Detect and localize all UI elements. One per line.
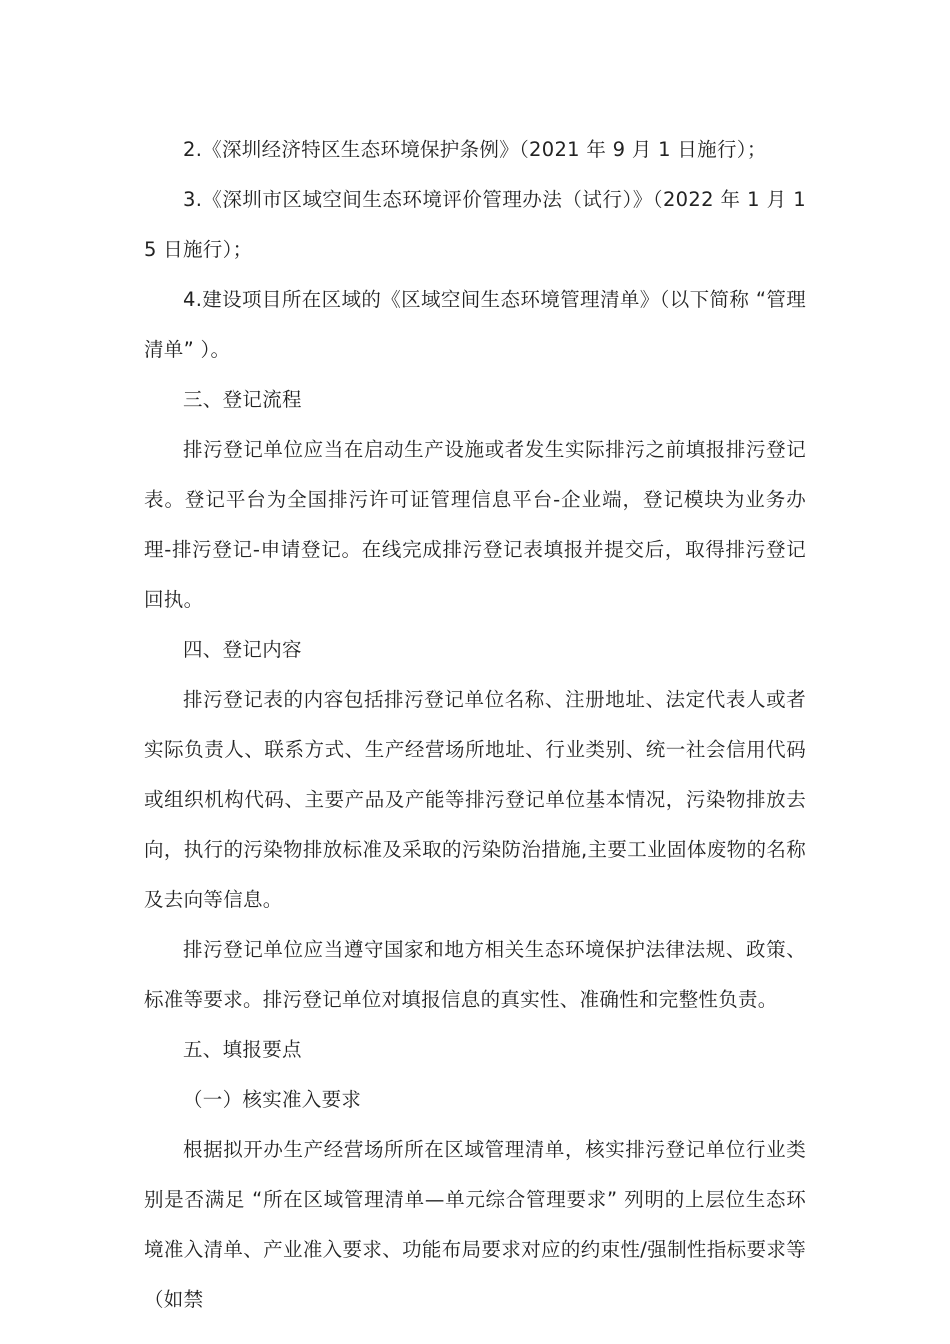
subsection-heading-verify-access: （一）核实准入要求 [183, 1088, 362, 1111]
compliance-paragraph: 排污登记单位应当遵守国家和地方相关生态环境保护法律法规、政策、标准等要求。排污登记单位对填报信息的真实性、准确性和完整性负责。 [144, 938, 806, 1011]
regulation-item-3: 3.《深圳市区域空间生态环境评价管理办法（试行）》（2022 年 1 月 15 日施行）； [144, 188, 806, 261]
registration-process-paragraph: 排污登记单位应当在启动生产设施或者发生实际排污之前填报排污登记表。登记平台为全国排污许可证管理信息平台-企业端，登记模块为业务办理-排污登记-申请登记。在线完成排污登记表填报并提交后，取得排污登记回执。 [144, 438, 806, 611]
document-body [144, 125, 806, 1325]
registration-content-paragraph: 排污登记表的内容包括排污登记单位名称、注册地址、法定代表人或者实际负责人、联系方式、生产经营场所地址、行业类别、统一社会信用代码或组织机构代码、主要产品及产能等排污登记单位基本情况，污染物排放去向，执行的污染物排放标准及采取的污染防治措施,主要工业固体废物的名称及去向等信息。 [144, 688, 806, 911]
regulation-item-2: 2.《深圳经济特区生态环境保护条例》（2021 年 9 月 1 日施行）； [183, 138, 767, 161]
section-heading-registration-process: 三、登记流程 [183, 388, 302, 411]
section-heading-filing-points: 五、填报要点 [183, 1038, 302, 1061]
verify-access-paragraph: 根据拟开办生产经营场所所在区域管理清单，核实排污登记单位行业类别是否满足 “所在区域管理清单—单元综合管理要求” 列明的上层位生态环境准入清单、产业准入要求、功能布局要求对应的约束性/强制性指标要求等（如禁 [144, 1138, 806, 1311]
regulation-item-4: 4.建设项目所在区域的《区域空间生态环境管理清单》（以下简称 “管理清单” ）。 [144, 288, 806, 361]
section-heading-registration-content: 四、登记内容 [183, 638, 302, 661]
